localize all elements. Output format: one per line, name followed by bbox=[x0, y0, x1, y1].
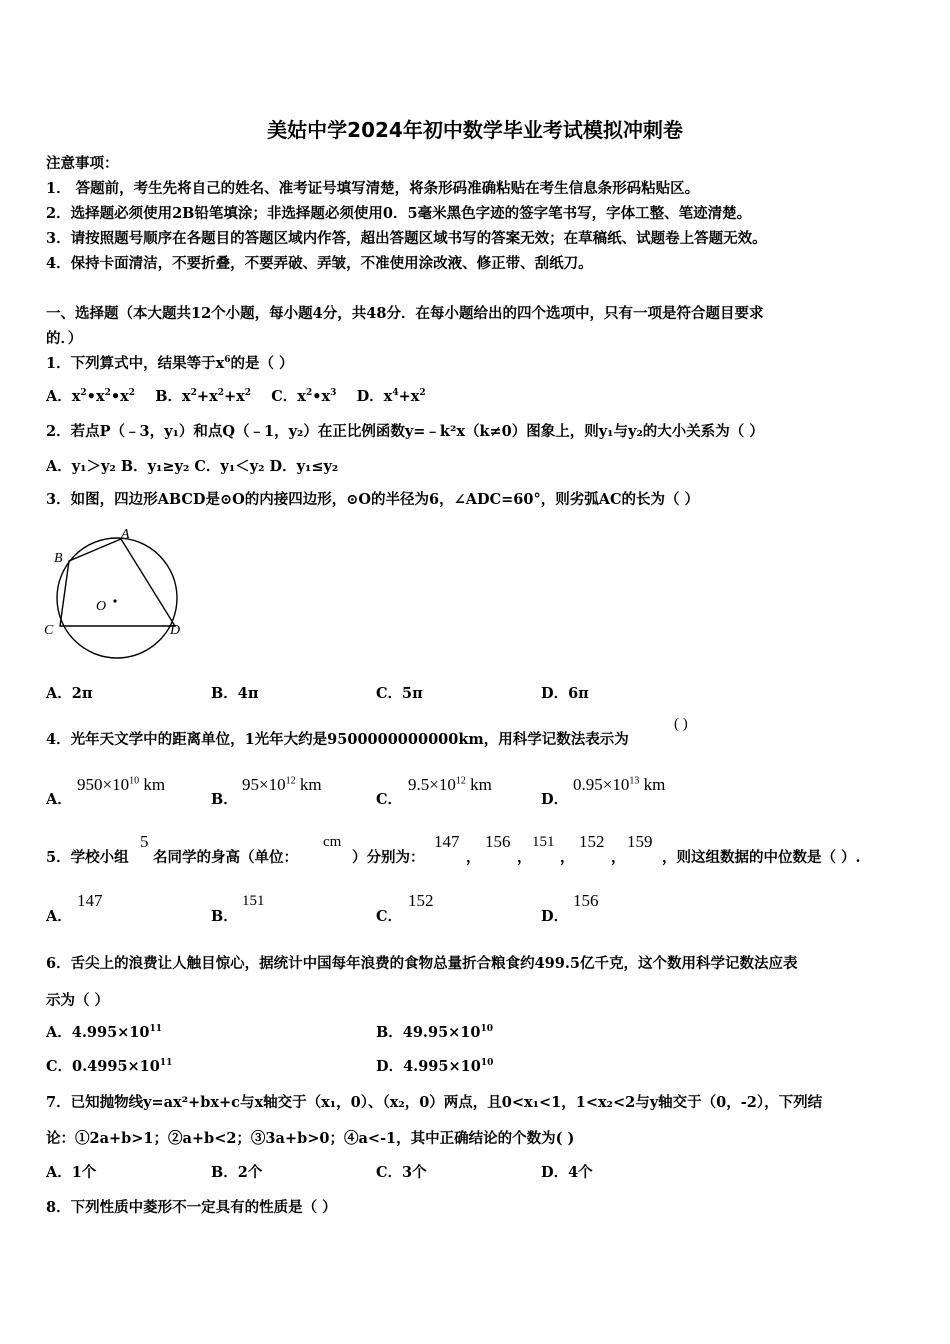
option-c[interactable]: C．3个 bbox=[376, 1164, 427, 1181]
question-1-options bbox=[46, 385, 426, 406]
option-b-value[interactable]: $95\times 10^{12}$ km bbox=[242, 775, 322, 794]
question-3-stem: 3．如图，四边形ABCD是⊙O的内接四边形，⊙O的半径为6，∠ADC=60°，则劣弧AC的长为（ ） bbox=[46, 491, 700, 508]
option-d[interactable]: D．6π bbox=[541, 685, 589, 702]
option-a[interactable]: A．1个 bbox=[46, 1164, 97, 1181]
circle-figure bbox=[40, 518, 190, 668]
page-title: 美姑中学2024年初中数学毕业考试模拟冲刺卷 bbox=[267, 118, 683, 142]
label-d: D bbox=[170, 623, 181, 638]
question-5-p3: ）分别为： bbox=[352, 849, 425, 866]
q5-value: 156 bbox=[485, 832, 511, 851]
option-d[interactable]: D．$x^4+x^2$ bbox=[356, 388, 426, 405]
q5-value: 152 bbox=[579, 832, 605, 851]
question-8-stem: 8．下列性质中菱形不一定具有的性质是（ ） bbox=[46, 1199, 337, 1216]
option-d-label[interactable]: D． bbox=[541, 908, 569, 925]
question-2-options[interactable]: A．y₁＞y₂ B．y₁≥y₂ C．y₁＜y₂ D．y₁≤y₂ bbox=[46, 458, 339, 475]
option-c[interactable]: C．$x^2•x^3$ bbox=[271, 388, 337, 405]
label-c: C bbox=[44, 623, 54, 638]
option-b[interactable]: B．$49.95\times 10^{10}$ bbox=[376, 1024, 494, 1041]
option-c-value[interactable]: 152 bbox=[408, 891, 434, 910]
option-d[interactable]: D．4个 bbox=[541, 1164, 593, 1181]
option-b[interactable]: B．$x^2+x^2+x^2$ bbox=[155, 388, 252, 405]
option-a[interactable]: A．$x^2•x^2•x^2$ bbox=[46, 388, 136, 405]
q5-value: 151 bbox=[532, 834, 555, 850]
question-1-stem: 1．下列算式中，结果等于$x^6$的是（ ） bbox=[46, 355, 294, 372]
question-6-stem: 6．舌尖上的浪费让人触目惊心，据统计中国每年浪费的食物总量折合粮食约499.5亿千克，这个数用科学记数法应表 bbox=[46, 955, 798, 972]
option-d-label[interactable]: D． bbox=[541, 791, 569, 808]
question-5-p1: 5．学校小组 bbox=[46, 849, 129, 866]
option-a-value[interactable]: $950\times 10^{10}$ km bbox=[77, 775, 166, 794]
question-5-p2: 名同学的身高（单位： bbox=[153, 849, 298, 866]
label-a: A bbox=[121, 527, 130, 542]
notice-item: 3．请按照题号顺序在各题目的答题区域内作答，超出答题区域书写的答案无效；在草稿纸、试题卷上答题无效。 bbox=[46, 230, 767, 247]
q5-count: 5 bbox=[140, 832, 149, 851]
section-heading-cont: 的．） bbox=[46, 330, 83, 347]
notice-heading: 注意事项： bbox=[46, 155, 119, 172]
option-b-label[interactable]: B． bbox=[211, 908, 238, 925]
question-2-stem: 2．若点P（﹣3，y₁）和点Q（﹣1，y₂）在正比例函数y=﹣k²x（k≠0）图象上，则y₁与y₂的大小关系为（ ） bbox=[46, 423, 764, 440]
option-d[interactable]: D．$4.995\times 10^{10}$ bbox=[376, 1058, 494, 1075]
option-c-value[interactable]: $9.5\times 10^{12}$ km bbox=[408, 775, 492, 794]
comma: ， bbox=[466, 849, 481, 866]
option-b[interactable]: B．2个 bbox=[211, 1164, 263, 1181]
label-o: O bbox=[96, 599, 107, 614]
question-6-stem-cont: 示为（ ） bbox=[46, 992, 110, 1009]
section-heading: 一、选择题（本大题共12个小题，每小题4分，共48分．在每小题给出的四个选项中，只有一项是符合题目要求 bbox=[46, 305, 764, 322]
option-d-value[interactable]: $0.95\times 10^{13}$ km bbox=[573, 775, 666, 794]
option-b-label[interactable]: B． bbox=[211, 791, 238, 808]
option-a-label[interactable]: A． bbox=[46, 908, 72, 925]
comma: ， bbox=[517, 849, 532, 866]
question-4-stem: 4．光年天文学中的距离单位，1光年大约是9500000000000km，用科学记数法表示为 bbox=[46, 731, 629, 748]
option-b-value[interactable]: 151 bbox=[242, 893, 265, 909]
question-7-stem-cont: 论：①2a+b>1；②a+b<2；③3a+b>0；④a<-1，其中正确结论的个数为( ) bbox=[46, 1130, 575, 1147]
question-7-stem: 7．已知抛物线y=ax²+bx+c与x轴交于（x₁，0）、（x₂，0）两点，且0<x₁<1，1<x₂<2与y轴交于（0，-2），下列结 bbox=[46, 1094, 823, 1111]
option-c[interactable]: C．$0.4995\times 10^{11}$ bbox=[46, 1058, 173, 1075]
option-a-label[interactable]: A． bbox=[46, 791, 72, 808]
option-d-value[interactable]: 156 bbox=[573, 891, 599, 910]
answer-paren: ( ) bbox=[674, 716, 688, 732]
notice-item: 1． 答题前，考生先将自己的姓名、准考证号填写清楚，将条形码准确粘贴在考生信息条形码粘贴区。 bbox=[46, 180, 700, 197]
q5-unit: cm bbox=[323, 834, 342, 850]
option-c-label[interactable]: C． bbox=[376, 908, 403, 925]
option-a-value[interactable]: 147 bbox=[77, 891, 103, 910]
option-c[interactable]: C．5π bbox=[376, 685, 423, 702]
comma: ， bbox=[611, 849, 626, 866]
q5-value: 147 bbox=[434, 832, 460, 851]
option-c-label[interactable]: C． bbox=[376, 791, 403, 808]
comma: ， bbox=[560, 849, 575, 866]
label-b: B bbox=[54, 551, 63, 566]
q5-value: 159 bbox=[627, 832, 653, 851]
notice-item: 2．选择题必须使用2B铅笔填涂；非选择题必须使用0．5毫米黑色字迹的签字笔书写，字体工整、笔迹清楚。 bbox=[46, 205, 752, 222]
option-b[interactable]: B．4π bbox=[211, 685, 259, 702]
question-5-p4: ，则这组数据的中位数是（ ）. bbox=[662, 849, 861, 866]
notice-item: 4．保持卡面清洁，不要折叠，不要弄破、弄皱，不准使用涂改液、修正带、刮纸刀。 bbox=[46, 255, 593, 272]
option-a[interactable]: A．$4.995\times 10^{11}$ bbox=[46, 1024, 163, 1041]
option-a[interactable]: A．2π bbox=[46, 685, 93, 702]
